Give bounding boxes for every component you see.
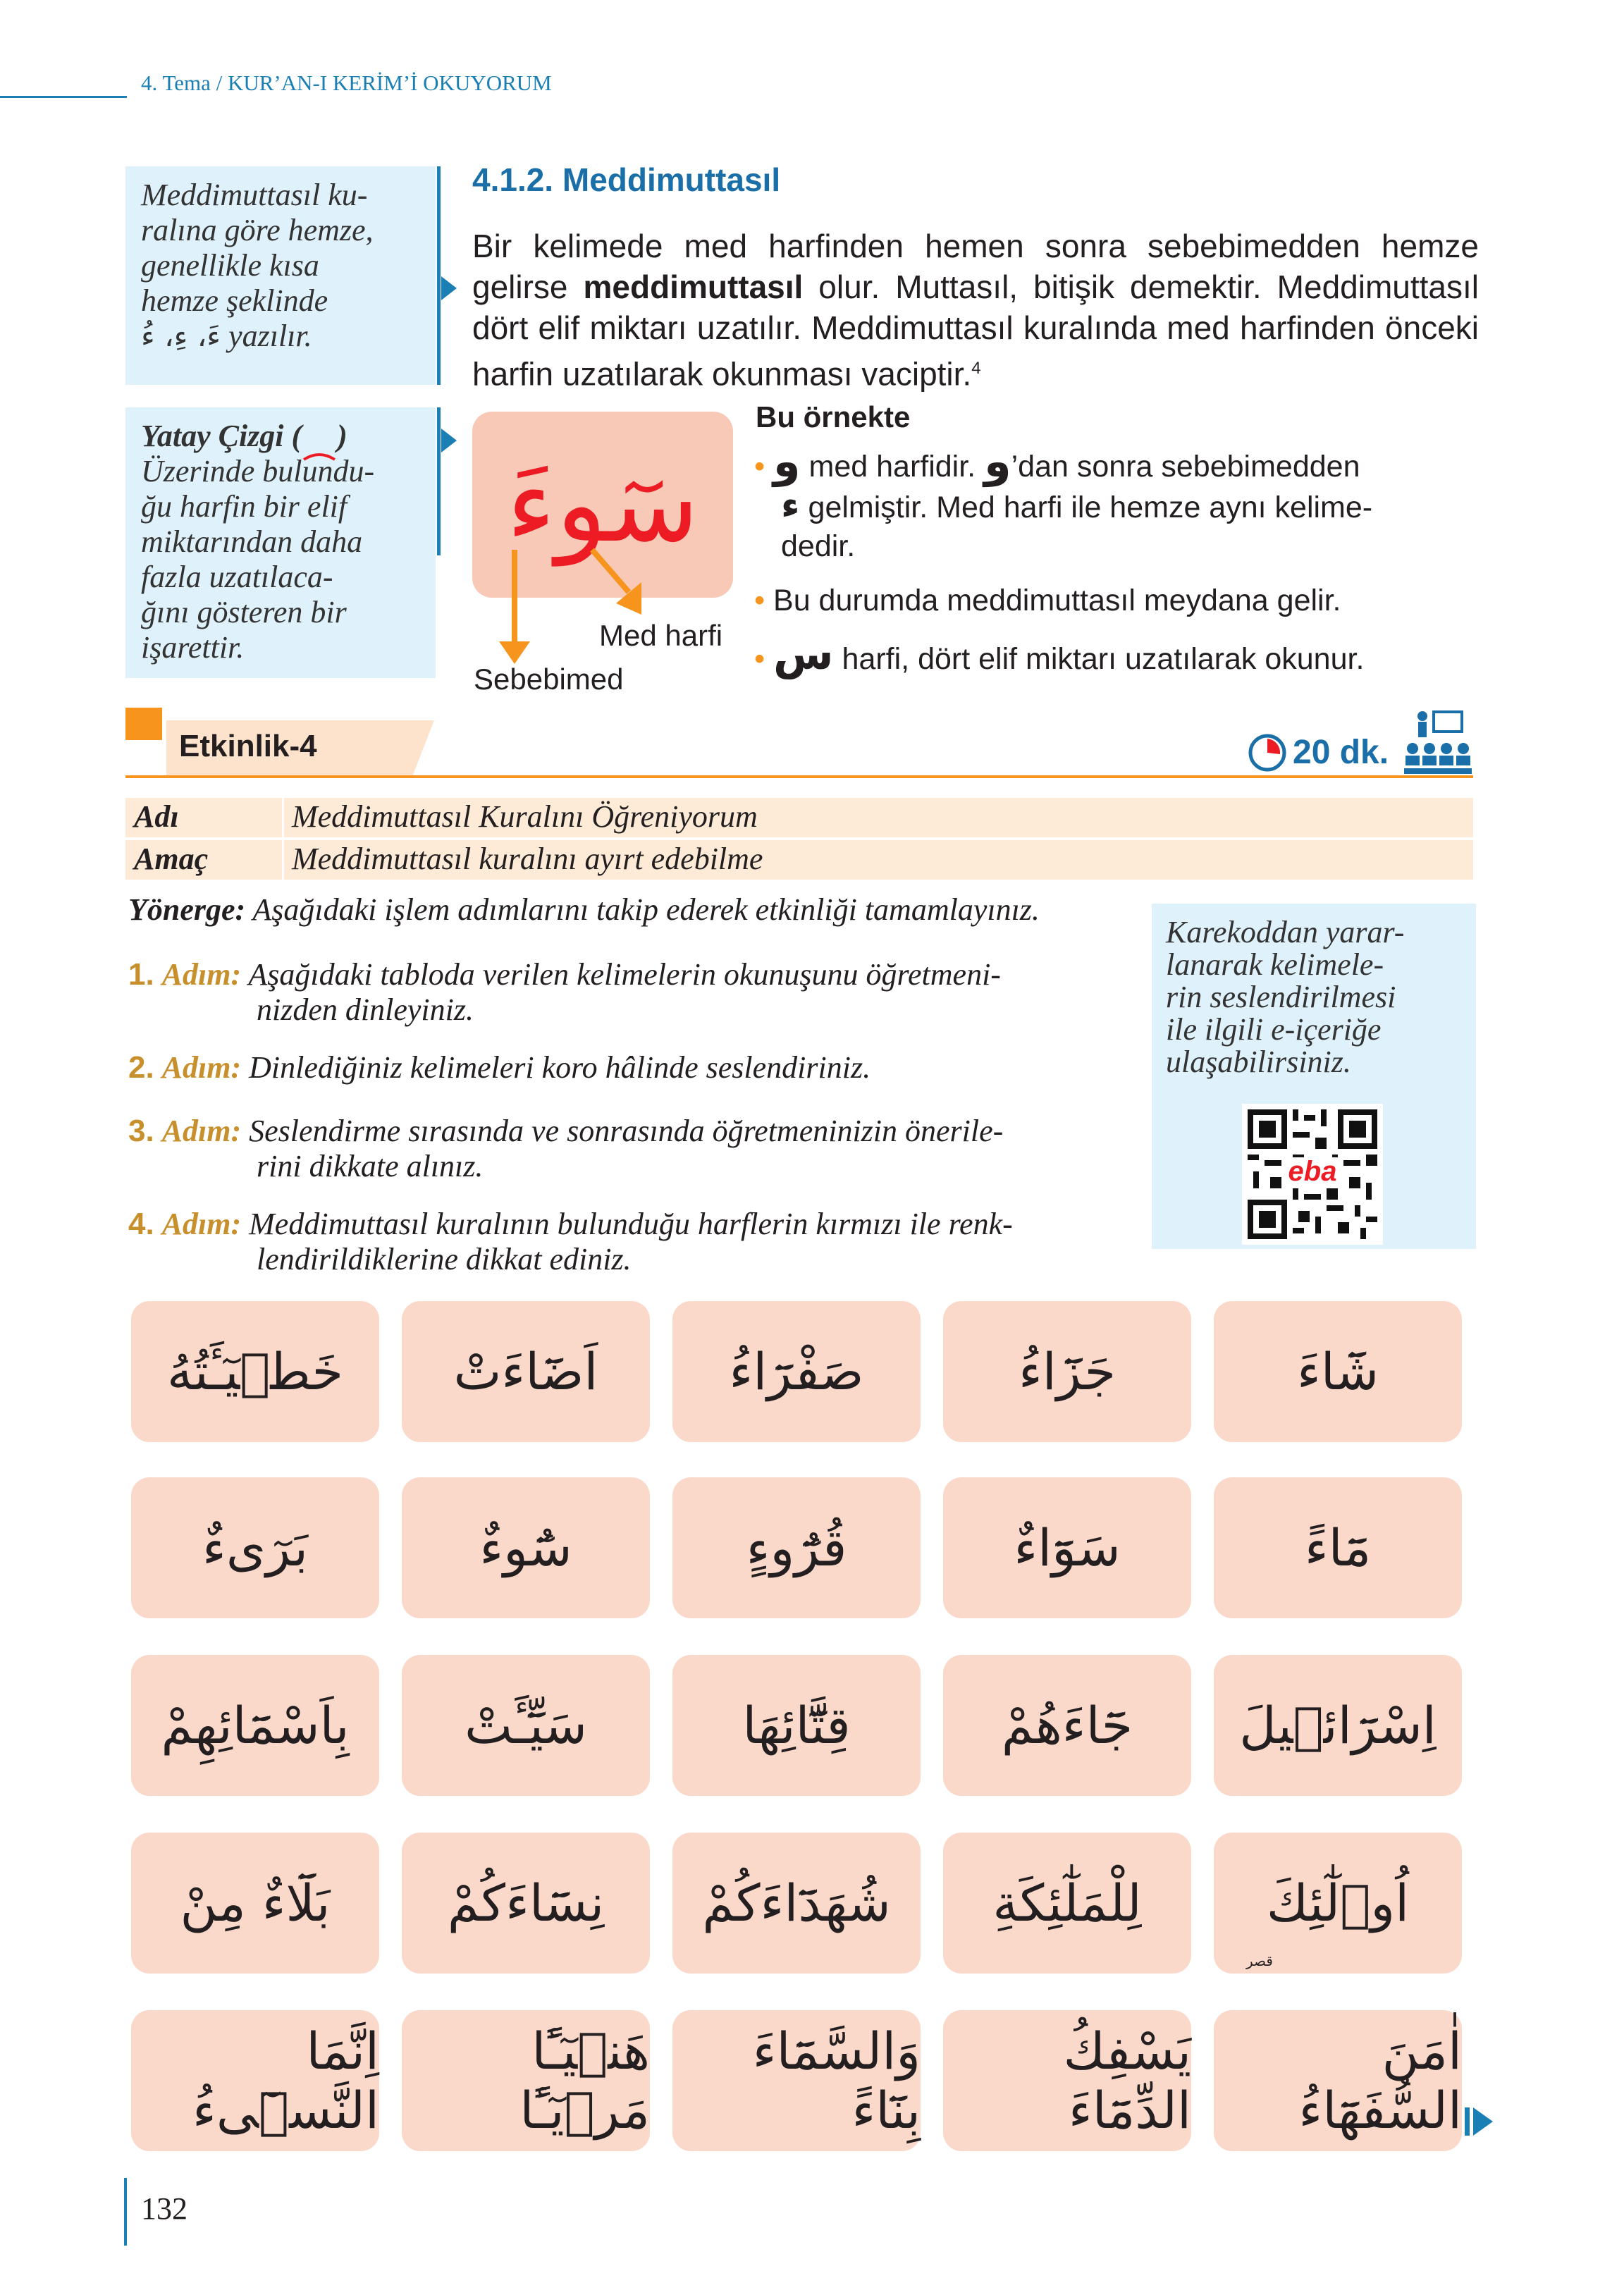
section-title: 4.1.2. Meddimuttasıl (472, 161, 781, 198)
step-label: Adım: (161, 1114, 242, 1148)
arabic-word: قُرُٓوءٍ (746, 1518, 847, 1577)
arabic-word: نِسَٓاءَكُمْ (447, 1873, 605, 1933)
bullet-text: ’dan sonra sebebimedden (1011, 450, 1360, 484)
arabic-word: سُٓوءٌ (479, 1518, 572, 1577)
word-tile (402, 1477, 650, 1618)
qr-line: ile ilgili e-içeriğe (1166, 1012, 1382, 1047)
step-number: 1. (128, 957, 154, 992)
continue-arrow-icon (1473, 2107, 1493, 2136)
arabic-word: خَطٖيٓـَٔتُهُ (167, 1342, 343, 1401)
note-box-bar (437, 407, 441, 555)
word-tile (402, 1301, 650, 1442)
instruction-text: Aşağıdaki işlem adımlarını takip ederek etkinliği tamamlayınız. (245, 892, 1040, 927)
arabic-word: اَضَٓاءَتْ (453, 1342, 598, 1401)
page-number-bar (124, 2178, 127, 2246)
sin-letter: س (773, 628, 834, 679)
arabic-word: هَنٖيٓـًٔا مَرٖيٓـًٔا (519, 2021, 650, 2140)
note-line: fazla uzatılaca- (141, 560, 333, 594)
qr-line: ulaşabilirsiniz. (1166, 1045, 1351, 1079)
activity-title: Etkinlik-4 (179, 729, 317, 763)
pointer-arrow-icon (441, 276, 457, 300)
arabic-word: بِاَسْمَٓائِهِمْ (161, 1696, 350, 1755)
instruction-label: Yönerge: (128, 892, 246, 927)
bullet-2 (754, 574, 1487, 627)
step-4 (128, 1207, 1013, 1277)
arabic-word: شَٓاءَ (1296, 1342, 1379, 1401)
section-paragraph (472, 226, 1479, 394)
activity-marker (125, 708, 162, 740)
note-box-bar (437, 166, 441, 385)
qr-line: lanarak kelimele- (1166, 947, 1384, 982)
clock-icon (1248, 733, 1287, 772)
qr-code[interactable] (1242, 1104, 1383, 1245)
instruction (128, 892, 1040, 928)
word-tile (131, 1477, 379, 1618)
info-divider (282, 798, 284, 880)
word-tile (1214, 1301, 1462, 1442)
arabic-word: صَفْرَٓاءُ (729, 1342, 864, 1401)
info-name-label: Adı (134, 799, 179, 834)
arabic-word: سَيِّٓـَٔتْ (465, 1696, 587, 1755)
kasr-note: قصر (1246, 1952, 1273, 1969)
bullet-1-cont (754, 484, 1487, 527)
word-tile (672, 1477, 921, 1618)
note-line: Üzerinde bulundu- (141, 454, 375, 488)
note-yatay-text (141, 419, 374, 665)
word-tile (402, 2010, 650, 2151)
note-title-text: Yatay Çizgi ( (141, 419, 302, 453)
bullet-3 (754, 627, 1487, 681)
word-tile (131, 1655, 379, 1796)
bullet-text: med harfidir. (808, 450, 976, 484)
arabic-word: لِلْمَلٰٓئِكَةِ (992, 1873, 1142, 1933)
med-letter: و (984, 436, 1011, 487)
arabic-word: جَٓاءَهُمْ (1001, 1696, 1133, 1755)
word-note (1246, 1952, 1273, 1970)
qr-info-text (1166, 916, 1462, 1078)
step-3 (128, 1114, 1003, 1184)
word-tile (131, 1833, 379, 1974)
arabic-word: وَالسَّمَٓاءَ بِنَٓاءً (752, 2021, 921, 2140)
step-label: Adım: (161, 1207, 242, 1241)
step-label: Adım: (161, 957, 242, 992)
word-tile (1214, 2010, 1462, 2151)
bullet-text: gelmiştir. Med harfi ile hemze aynı kelime- (808, 491, 1373, 524)
step-text: nizden dinleyiniz. (257, 992, 474, 1027)
step-text: Meddimuttasıl kuralının bulunduğu harflerin kırmızı ile renk- (249, 1207, 1013, 1241)
arabic-word: يَسْفِكُ الدِّمَٓاءَ (1063, 2021, 1191, 2140)
bullet-1 (754, 436, 1487, 487)
bullets-title: Bu örnekte (756, 400, 911, 433)
word-tile (672, 1833, 921, 1974)
note-line: hemze şeklinde (141, 283, 328, 318)
note-line: Meddimuttasıl ku- (141, 178, 368, 212)
bullet-dot: • (754, 584, 765, 617)
word-tile (672, 1301, 921, 1442)
example-bullets (754, 400, 1487, 681)
word-tile (1214, 1477, 1462, 1618)
note-title-end: ) (337, 419, 347, 453)
qr-line: Karekoddan yarar- (1166, 915, 1405, 949)
info-goal-value: Meddimuttasıl kuralını ayırt edebilme (292, 842, 763, 876)
arabic-word: جَزَٓاءُ (1018, 1342, 1116, 1401)
arabic-word: سَوَٓاءٌ (1014, 1518, 1121, 1577)
note-line: ğını gösteren bir (141, 595, 347, 629)
word-tile (1214, 1655, 1462, 1796)
para-bold-term: meddimuttasıl (583, 269, 804, 305)
note-title (141, 419, 374, 454)
word-tile (672, 2010, 921, 2151)
running-header: 4. Tema / KUR’AN-I KERİM’İ OKUYORUM (141, 70, 552, 95)
step-text: lendirildiklerine dikkat ediniz. (257, 1242, 632, 1276)
para-text: Bir kelimede med harfinden hemen sonra sebebimedden hemze gelirse (472, 228, 1479, 305)
hemze-glyphs: ءَ، ءِ، ءُ (141, 319, 221, 353)
word-tile (943, 1301, 1191, 1442)
footnote-ref: 4 (971, 359, 981, 378)
example-word: سٓوءَ (506, 443, 699, 566)
madd-line-icon (302, 434, 337, 444)
header-rule (0, 96, 127, 98)
arabic-word: اِنَّمَا النَّسٖٓیءُ (192, 2021, 379, 2140)
note-line: ğu harfin bir elif (141, 489, 347, 524)
arabic-word: اٰمَنَ السُّفَهَٓاءُ (1298, 2021, 1462, 2140)
arabic-word: شُهَدَٓاءَكُمْ (702, 1873, 891, 1933)
word-tile (402, 1655, 650, 1796)
continue-bar (1465, 2107, 1470, 2136)
example-arrows-icon (465, 536, 648, 677)
bullet-text: Bu durumda meddimuttasıl meydana gelir. (773, 584, 1341, 617)
qr-line: rin seslendirilmesi (1166, 980, 1396, 1014)
step-2 (128, 1050, 871, 1085)
step-number: 4. (128, 1207, 154, 1241)
activity-duration: 20 dk. (1293, 734, 1389, 771)
eba-logo: eba (1288, 1156, 1337, 1187)
label-sebebimed: Sebebimed (474, 663, 624, 696)
arabic-word: اِسْرَٓائٖيلَ (1239, 1696, 1437, 1755)
bullet-dot: • (754, 450, 765, 484)
info-name-value: Meddimuttasıl Kuralını Öğreniyorum (292, 799, 758, 834)
step-text: rini dikkate alınız. (257, 1149, 484, 1183)
word-tile (943, 1833, 1191, 1974)
label-med-harfi: Med harfi (599, 619, 723, 652)
arabic-word: اُو۬لٰٓئِكَ (1266, 1873, 1410, 1933)
note-line: işarettir. (141, 630, 245, 665)
word-tile (402, 1833, 650, 1974)
step-number: 3. (128, 1114, 154, 1148)
para-text: olur. Muttasıl, bitişik demektir. Meddimuttasıl dört elif miktarı uzatılır. Meddimuttasıl kuralında med harfinden önceki harfin uzatılarak okunması vaciptir. (472, 269, 1479, 393)
note-hemze-text (141, 178, 374, 354)
step-1 (128, 957, 1001, 1028)
bullet-text: harfi, dört elif miktarı uzatılarak okunur. (842, 642, 1365, 676)
step-label: Adım: (161, 1050, 242, 1085)
note-line: miktarından daha (141, 524, 363, 559)
step-number: 2. (128, 1050, 154, 1085)
arabic-word: قِتَّٓائِهَا (742, 1696, 851, 1755)
hemze-letter: ء (781, 484, 800, 527)
bullet-dot: • (754, 642, 765, 676)
activity-rule (125, 775, 1473, 778)
word-tile (672, 1655, 921, 1796)
med-letter: و (773, 436, 801, 487)
page-number: 132 (141, 2191, 187, 2226)
word-tile (943, 2010, 1191, 2151)
word-tile (131, 2010, 379, 2151)
pointer-arrow-icon (441, 429, 457, 453)
bullet-text: dedir. (781, 529, 856, 563)
step-text: Aşağıdaki tabloda verilen kelimelerin okunuşunu öğretmeni- (248, 957, 1001, 992)
word-tile (943, 1655, 1191, 1796)
note-suffix: yazılır. (228, 319, 312, 353)
arabic-word: مَٓاءً (1304, 1518, 1372, 1577)
arabic-word: بَرٓیءٌ (202, 1518, 308, 1577)
note-line: genellikle kısa (141, 248, 319, 283)
word-tile (943, 1477, 1191, 1618)
word-tile (131, 1301, 379, 1442)
note-line: ralına göre hemze, (141, 213, 374, 247)
info-goal-label: Amaç (134, 842, 209, 876)
step-text: Seslendirme sırasında ve sonrasında öğretmeninizin önerile- (249, 1114, 1004, 1148)
classroom-group-icon (1403, 708, 1473, 778)
arabic-word: بَلَٓاءٌ مِنْ (180, 1873, 331, 1933)
step-text: Dinlediğiniz kelimeleri koro hâlinde seslendiriniz. (249, 1050, 871, 1085)
note-line (141, 319, 374, 354)
